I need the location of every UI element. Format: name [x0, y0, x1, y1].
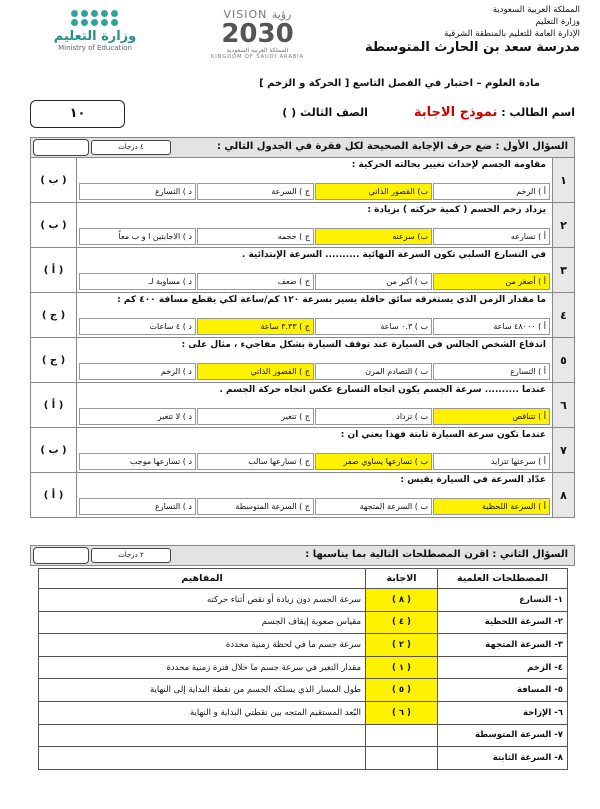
mcq-answer: ( ب ) — [31, 158, 77, 202]
mcq-option: ب ) التصادم المرن — [315, 363, 432, 380]
grade-label: الصف الثالث ( ) — [282, 106, 368, 119]
mcq-option: ج ) القصور الذاتي — [197, 363, 314, 380]
country-name: المملكة العربية السعودية — [492, 5, 580, 15]
mcq-answer: ( ب ) — [31, 428, 77, 472]
mcq-answer: ( أ ) — [31, 473, 77, 517]
mcq-answer: ( أ ) — [31, 248, 77, 292]
mcq-stem: يزداد زخم الجسم ( كمية حركته ) بزيادة : — [367, 205, 546, 215]
question-2-header — [30, 545, 575, 566]
mcq-number: ٢ — [552, 203, 574, 247]
question-1-score-box — [33, 139, 89, 156]
matching-row — [39, 656, 568, 679]
directorate-name: الإدارة العامة للتعليم بالمنطقة الشرقية — [444, 29, 580, 39]
ministry-logo — [40, 10, 150, 52]
ministry-logo-icon — [65, 10, 125, 26]
matching-answer: ( ٦ ) — [366, 701, 438, 724]
matching-table — [38, 568, 568, 770]
matching-term: ٧- السرعة المتوسطة — [438, 724, 568, 747]
student-label: اسم الطالب : — [501, 106, 575, 119]
matching-concept: سرعة الجسم دون زيادة أو نقص أثناء حركته — [39, 589, 366, 612]
col-terms-header: المصطلحات العلمية — [438, 569, 568, 589]
matching-answer — [366, 747, 438, 770]
matching-answer — [366, 724, 438, 747]
question-2-score-box — [33, 547, 89, 564]
mcq-number: ٦ — [552, 383, 574, 427]
mcq-option: ب ) أكبر من — [315, 273, 432, 290]
mcq-options — [79, 273, 550, 290]
mcq-option: أ ) التسارع — [433, 363, 550, 380]
mcq-options — [79, 183, 550, 200]
mcq-options — [79, 363, 550, 380]
matching-row — [39, 747, 568, 770]
mcq-options — [79, 453, 550, 470]
mcq-option: ج ) حجمه — [197, 228, 314, 245]
mcq-option: ب ) ٠.٣ ساعة — [315, 318, 432, 335]
vision-year: 2030 — [221, 19, 294, 49]
vision-2030-logo — [210, 8, 305, 60]
mcq-number: ٥ — [552, 338, 574, 382]
col-concepts-header: المفاهيم — [39, 569, 366, 589]
mcq-answer: ( أ ) — [31, 383, 77, 427]
mcq-option: أ ) تتناقص — [433, 408, 550, 425]
mcq-stem: في التسارع السلبي تكون السرعة النهائية .......... السرعة الإبتدائية . — [241, 250, 546, 260]
model-answer-title: نموذج الاجابة — [413, 105, 498, 120]
mcq-answer: ( ج ) — [31, 293, 77, 337]
matching-concept: مقياس صعوبة إيقاف الجسم — [39, 611, 366, 634]
matching-row — [39, 701, 568, 724]
matching-term: ٣- السرعة المتجهة — [438, 634, 568, 657]
mcq-answer: ( ج ) — [31, 338, 77, 382]
mcq-options — [79, 228, 550, 245]
mcq-option: أ ) سرعتها تتزايد — [433, 453, 550, 470]
mcq-stem: عندما .......... سرعة الجسم يكون اتجاه التسارع عكس اتجاه حركة الجسم . — [219, 385, 546, 395]
page-header — [0, 0, 600, 82]
matching-row — [39, 634, 568, 657]
mcq-option: ب ) تسارعها يساوي صفر — [315, 453, 432, 470]
mcq-item — [30, 428, 575, 473]
matching-term: ٦- الإزاحة — [438, 701, 568, 724]
mcq-option: د ) لا تتغير — [79, 408, 196, 425]
mcq-options — [79, 318, 550, 335]
mcq-option: د ) التسارع — [79, 498, 196, 515]
vision-country-en: KINGDOM OF SAUDI ARABIA — [210, 54, 305, 60]
matching-concept: طول المسار الذي يسلكه الجسم من نقطة البداية إلى النهاية — [39, 679, 366, 702]
mcq-option: ج ) ٣.٣٣ ساعة — [197, 318, 314, 335]
mcq-option: أ ) السرعة اللحظية — [433, 498, 550, 515]
exam-subject: مادة العلوم – اختبار في الفصل التاسع [ الحركة و الزخم ] — [259, 78, 540, 89]
matching-row — [39, 589, 568, 612]
mcq-option: د ) مساوية لـ — [79, 273, 196, 290]
mcq-number: ١ — [552, 158, 574, 202]
matching-term: ٨- السرعة الثابتة — [438, 747, 568, 770]
col-answer-header: الاجابة — [366, 569, 438, 589]
student-row — [30, 100, 575, 128]
mcq-option: ب ) تزداد — [315, 408, 432, 425]
question-2-marks: ٢ درجات — [91, 548, 171, 563]
ministry-name: وزارة التعليم — [535, 17, 580, 27]
matching-concept: مقدار التغير في سرعة جسم ما خلال فترة زمنية محددة — [39, 656, 366, 679]
mcq-stem: مقاومة الجسم لإحداث تغيير بحالته الحركية : — [351, 160, 546, 170]
mcq-stem: عدّاد السرعة في السيارة يقيس : — [400, 475, 546, 485]
mcq-stem: ما مقدار الزمن الذي يستغرقه سائق حافلة يسير بسرعة ١٢٠ كم/ساعة لكي يقطع مسافة ٤٠٠ كم : — [117, 295, 546, 305]
mcq-number: ٣ — [552, 248, 574, 292]
mcq-option: ب ) السرعة المتجهة — [315, 498, 432, 515]
mcq-option: ج ) ضعف — [197, 273, 314, 290]
mcq-option: أ ) الزخم — [433, 183, 550, 200]
matching-term: ٥- المسافة — [438, 679, 568, 702]
matching-row — [39, 611, 568, 634]
mcq-option: د ) الاجابتين ا و ب معاً — [79, 228, 196, 245]
question-1-title: السؤال الأول : ضع حرف الإجابة الصحيحة لكل فقرة في الجدول التالي : — [216, 141, 568, 152]
score-box: ١٠ — [30, 100, 125, 128]
ministry-logo-en: Ministry of Education — [58, 44, 132, 52]
mcq-number: ٨ — [552, 473, 574, 517]
mcq-item — [30, 338, 575, 383]
mcq-option: ب) سرعته — [315, 228, 432, 245]
vision-country-ar: المملكة العربية السعودية — [226, 47, 289, 54]
mcq-stem: اندفاع الشخص الجالس في السيارة عند توقف السيارة بشكل مفاجيء ، مثال على : — [181, 340, 546, 350]
matching-answer: ( ١ ) — [366, 656, 438, 679]
mcq-item — [30, 158, 575, 203]
mcq-item — [30, 473, 575, 518]
vision-label: VISION رؤية — [223, 8, 292, 21]
mcq-option: د ) ٤ ساعات — [79, 318, 196, 335]
mcq-item — [30, 248, 575, 293]
mcq-option: د ) التسارع — [79, 183, 196, 200]
mcq-option: ج ) تسارعها سالب — [197, 453, 314, 470]
mcq-option: ج ) السرعة المتوسطة — [197, 498, 314, 515]
mcq-option: ب) القصور الذاتي — [315, 183, 432, 200]
matching-answer: ( ٤ ) — [366, 611, 438, 634]
school-name: مدرسة سعد بن الحارث المتوسطة — [364, 40, 580, 55]
mcq-number: ٤ — [552, 293, 574, 337]
question-1-header — [30, 137, 575, 158]
matching-concept: البُعد المستقيم المتجه بين نقطتي البداية و النهاية — [39, 701, 366, 724]
mcq-option: أ ) ٤٨٠٠٠ ساعة — [433, 318, 550, 335]
mcq-option: د ) الزخم — [79, 363, 196, 380]
matching-concept — [39, 724, 366, 747]
mcq-item — [30, 203, 575, 248]
mcq-item — [30, 293, 575, 338]
mcq-option: أ ) أصغر من — [433, 273, 550, 290]
mcq-option: د ) تسارعها موجب — [79, 453, 196, 470]
mcq-option: ج ) السرعة — [197, 183, 314, 200]
mcq-options — [79, 408, 550, 425]
matching-term: ٤- الزخم — [438, 656, 568, 679]
matching-answer: ( ٨ ) — [366, 589, 438, 612]
mcq-answer: ( ب ) — [31, 203, 77, 247]
matching-concept — [39, 747, 366, 770]
student-name-line — [282, 105, 575, 120]
mcq-item — [30, 383, 575, 428]
matching-term: ١- التسارع — [438, 589, 568, 612]
header-right-text — [340, 4, 580, 54]
matching-row — [39, 679, 568, 702]
ministry-logo-ar: وزارة التعليم — [53, 29, 137, 44]
mcq-option: ج ) تتغير — [197, 408, 314, 425]
mcq-options — [79, 498, 550, 515]
question-2-title: السؤال الثاني : اقرن المصطلحات التالية بما يناسبها : — [305, 549, 568, 560]
mcq-number: ٧ — [552, 428, 574, 472]
matching-answer: ( ٥ ) — [366, 679, 438, 702]
question-1-marks: ٤ درجات — [91, 140, 171, 155]
mcq-option: أ ) تسارعه — [433, 228, 550, 245]
matching-term: ٢- السرعة اللحظية — [438, 611, 568, 634]
matching-row — [39, 724, 568, 747]
matching-concept: سرعة جسم ما في لحظة زمنية محددة — [39, 634, 366, 657]
matching-answer: ( ٢ ) — [366, 634, 438, 657]
mcq-stem: عندما تكون سرعة السيارة ثابتة فهذا يعني أن : — [340, 430, 546, 440]
